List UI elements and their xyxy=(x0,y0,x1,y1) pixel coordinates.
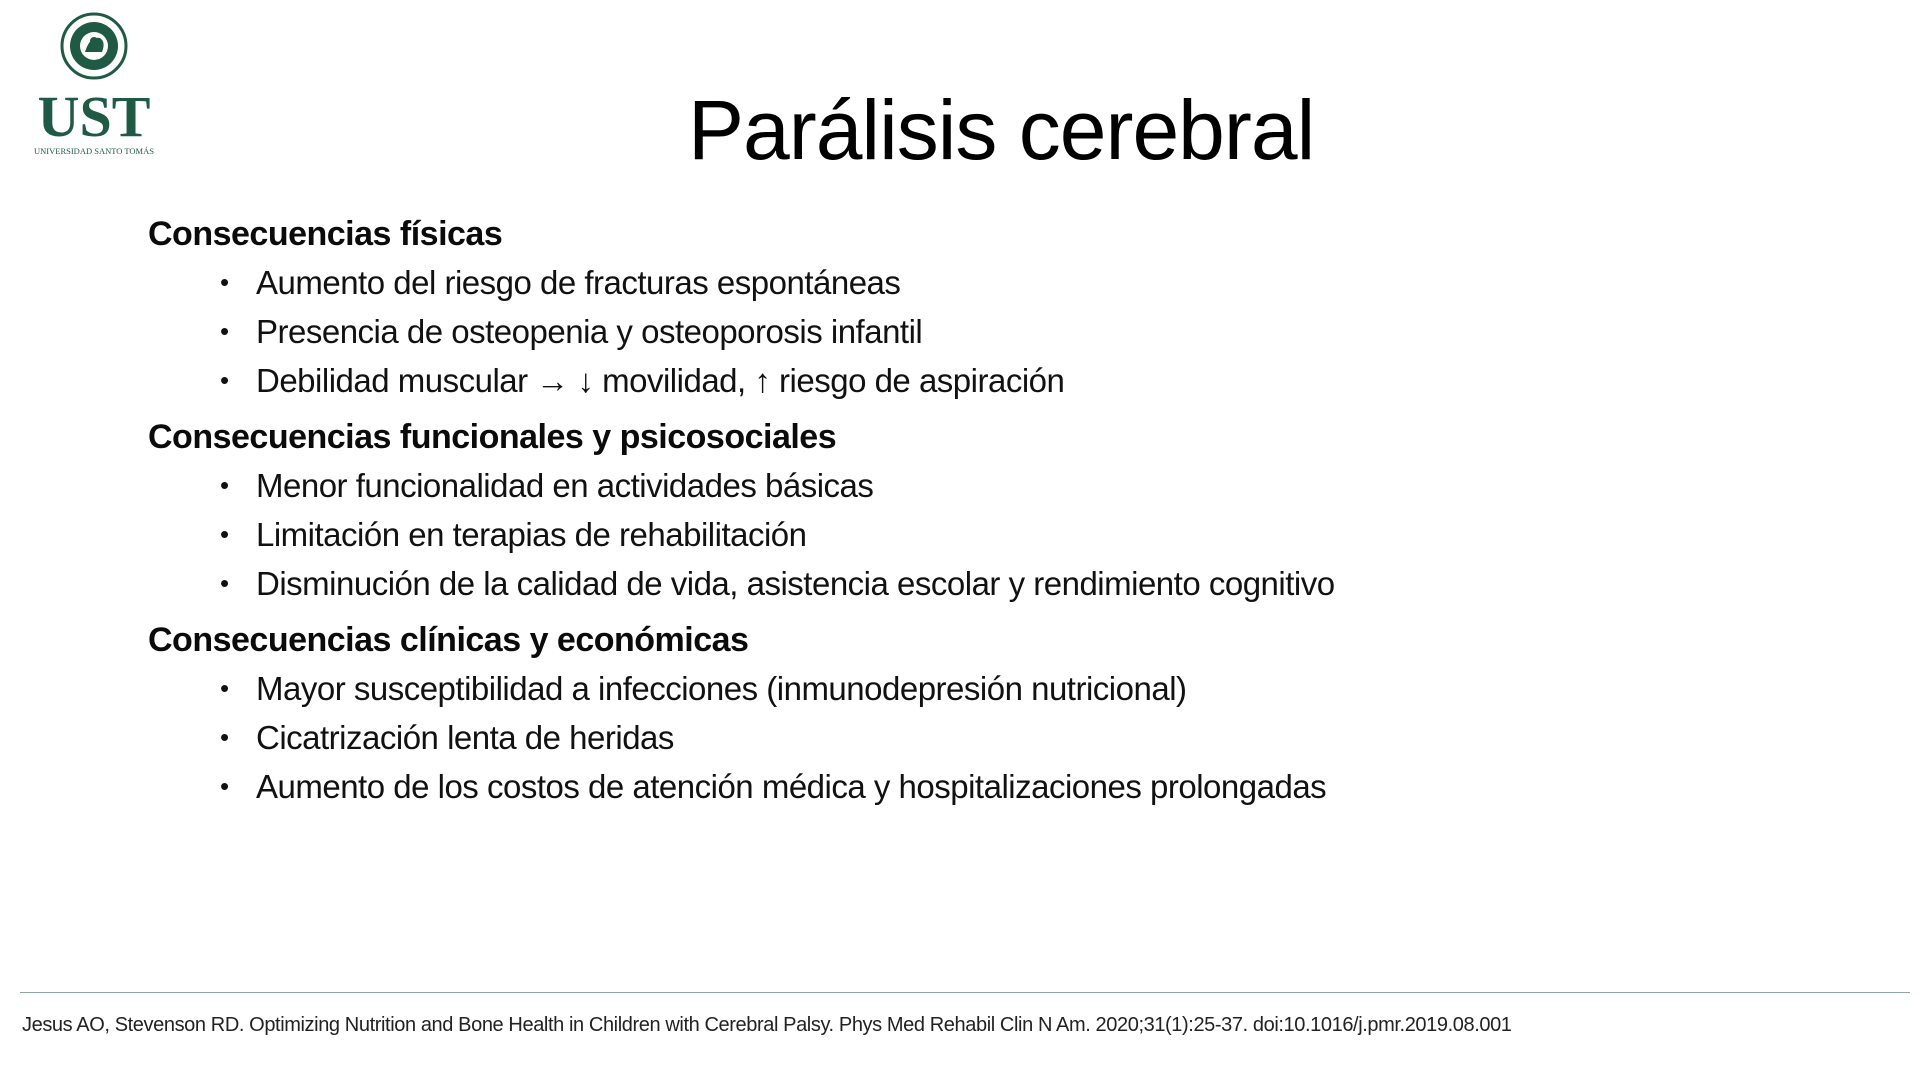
list-item-text: Aumento del riesgo de fracturas espontáneas xyxy=(256,264,901,301)
bullet-icon: • xyxy=(220,568,229,598)
section-heading: Consecuencias clínicas y económicas xyxy=(148,621,749,659)
bullet-icon: • xyxy=(220,267,229,297)
section-heading: Consecuencias funcionales y psicosociales xyxy=(148,418,837,456)
ust-logo xyxy=(30,8,160,178)
list-item xyxy=(148,664,1798,713)
list-item-text: Limitación en terapias de rehabilitación xyxy=(256,516,807,553)
seal-icon xyxy=(62,14,126,78)
list-item-text: Aumento de los costos de atención médica y hospitalizaciones prolongadas xyxy=(256,768,1327,805)
bullet-list xyxy=(148,258,1798,405)
list-item xyxy=(148,307,1798,356)
list-item xyxy=(148,559,1798,608)
slide-title: Parálisis cerebral xyxy=(688,83,1315,177)
bullet-list xyxy=(148,664,1798,811)
list-item-text: Menor funcionalidad en actividades básicas xyxy=(256,467,874,504)
section-functional xyxy=(148,413,1798,608)
logo-wordmark: UST xyxy=(37,84,151,149)
bullet-icon: • xyxy=(220,673,229,703)
slide-content xyxy=(148,210,1798,819)
logo-subtitle: UNIVERSIDAD SANTO TOMÁS xyxy=(34,146,154,156)
bullet-list xyxy=(148,461,1798,608)
list-item xyxy=(148,258,1798,307)
list-item xyxy=(148,762,1798,811)
list-item xyxy=(148,356,1798,405)
bullet-icon: • xyxy=(220,470,229,500)
list-item xyxy=(148,510,1798,559)
section-clinical xyxy=(148,616,1798,811)
list-item-text: Cicatrización lenta de heridas xyxy=(256,719,674,756)
footer-divider xyxy=(20,992,1910,993)
bullet-icon: • xyxy=(220,365,229,395)
bullet-icon: • xyxy=(220,771,229,801)
list-item-text: Presencia de osteopenia y osteoporosis infantil xyxy=(256,313,923,350)
bullet-icon: • xyxy=(220,316,229,346)
section-physical xyxy=(148,210,1798,405)
list-item xyxy=(148,713,1798,762)
list-item-text: Mayor susceptibilidad a infecciones (inmunodepresión nutricional) xyxy=(256,670,1187,707)
section-heading: Consecuencias físicas xyxy=(148,215,503,253)
list-item-text: Disminución de la calidad de vida, asistencia escolar y rendimiento cognitivo xyxy=(256,565,1335,602)
list-item-text: Debilidad muscular → ↓ movilidad, ↑ riesgo de aspiración xyxy=(256,362,1065,399)
bullet-icon: • xyxy=(220,722,229,752)
citation-text: Jesus AO, Stevenson RD. Optimizing Nutrition and Bone Health in Children with Cerebral Palsy. Phys Med Rehabil Clin N Am. 2020;31(1):25-37. doi:10.1016/j.pmr.2019.08.001 xyxy=(22,1014,1512,1036)
list-item xyxy=(148,461,1798,510)
bullet-icon: • xyxy=(220,519,229,549)
